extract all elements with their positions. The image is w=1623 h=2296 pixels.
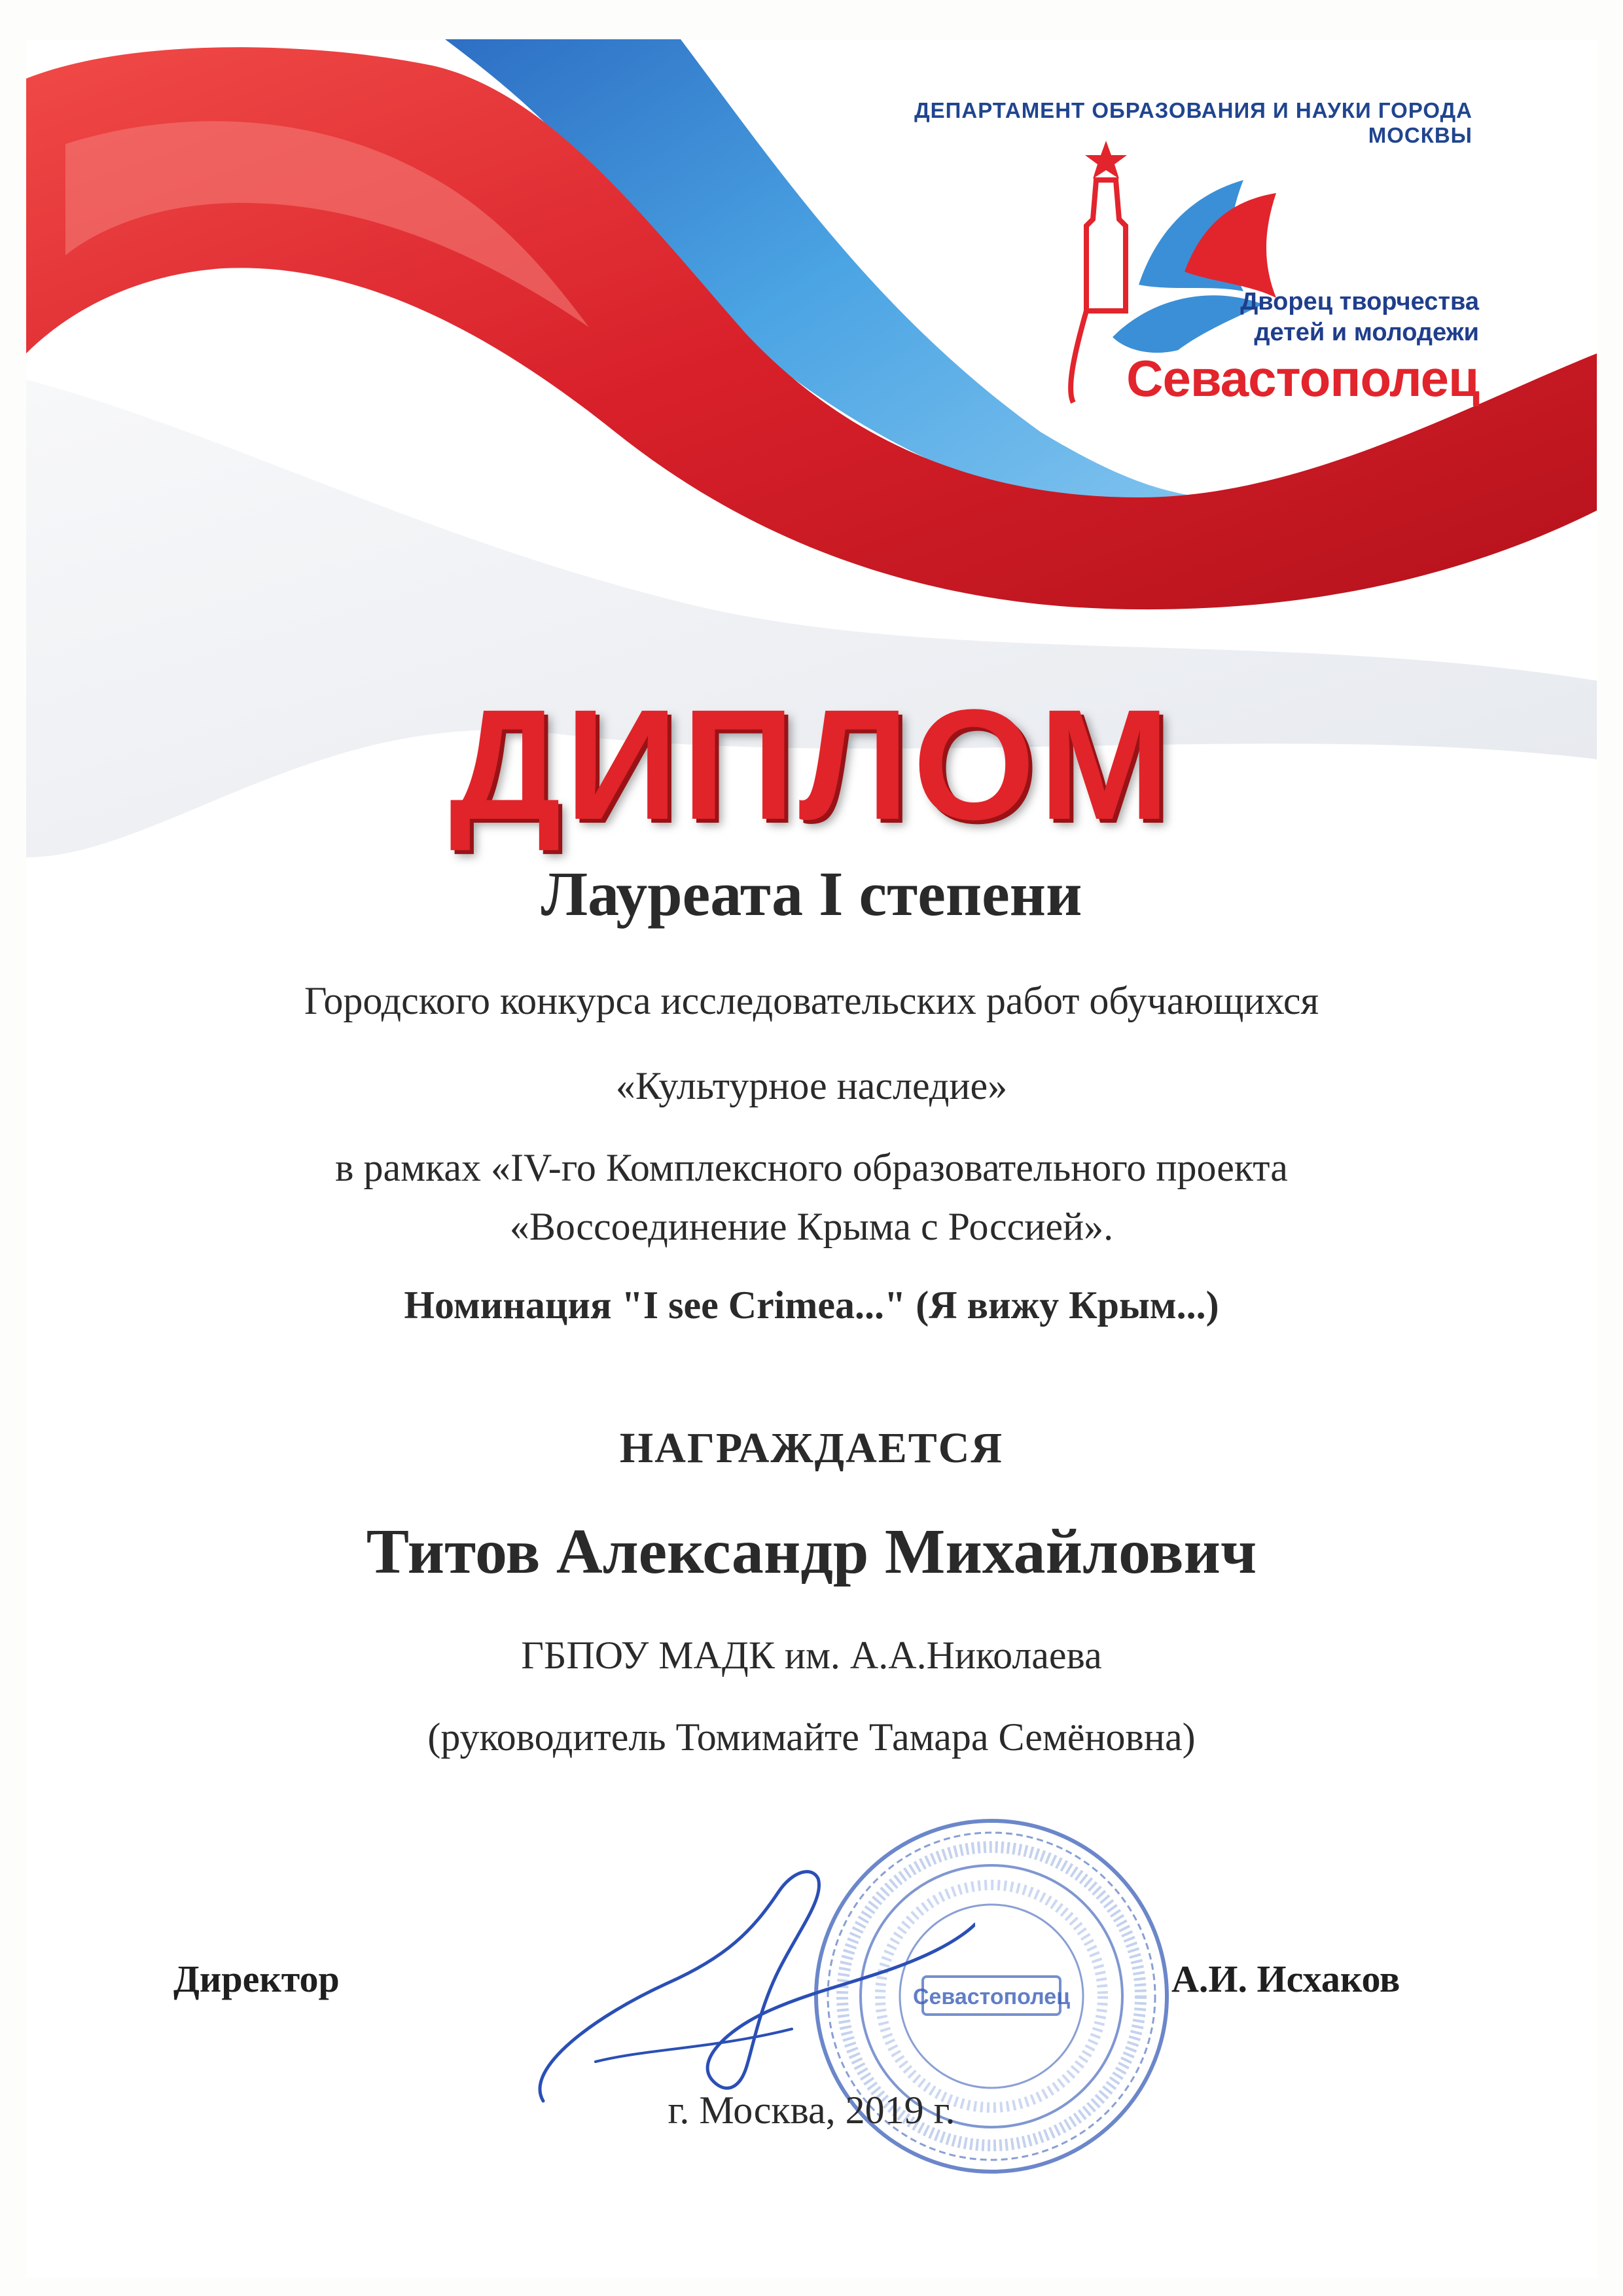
place-date: г. Москва, 2019 г. [668,2089,955,2132]
seal-center-text: Севастополец [912,1984,1071,2009]
palace-logo [1060,141,1518,416]
institution-line: ГБПОУ МАДК им. А.А.Николаева [521,1634,1102,1677]
director-label: Директор [173,1958,340,2000]
contest-line-4: «Воссоединение Крыма с Россией». [509,1205,1114,1248]
recipient-name: Титов Александр Михайлович [366,1516,1257,1587]
logo-line-1: Дворец творчества [1240,288,1479,315]
logo-line-2: детей и молодежи [1254,319,1479,346]
contest-line-2: «Культурное наследие» [615,1064,1008,1107]
logo-name: Севастополец [1126,350,1479,407]
contest-line-3: в рамках «IV-го Комплексного образовательного проекта [335,1146,1288,1189]
supervisor-line: (руководитель Томимайте Тамара Семёновна) [427,1715,1196,1759]
degree-line: Лауреата I степени [541,859,1082,929]
nomination-line: Номинация "I see Crimea..." (Я вижу Крым...) [404,1283,1219,1327]
director-name: А.И. Исхаков [1171,1958,1400,2000]
awarded-label: НАГРАЖДАЕТСЯ [619,1424,1004,1472]
certificate-title: ДИПЛОМ [449,677,1174,852]
contest-line-1: Городского конкурса исследовательских работ обучающихся [304,979,1319,1022]
department-name: ДЕПАРТАМЕНТ ОБРАЗОВАНИЯ И НАУКИ ГОРОДА МОСКВЫ [914,98,1472,147]
director-signature [517,1852,975,2127]
